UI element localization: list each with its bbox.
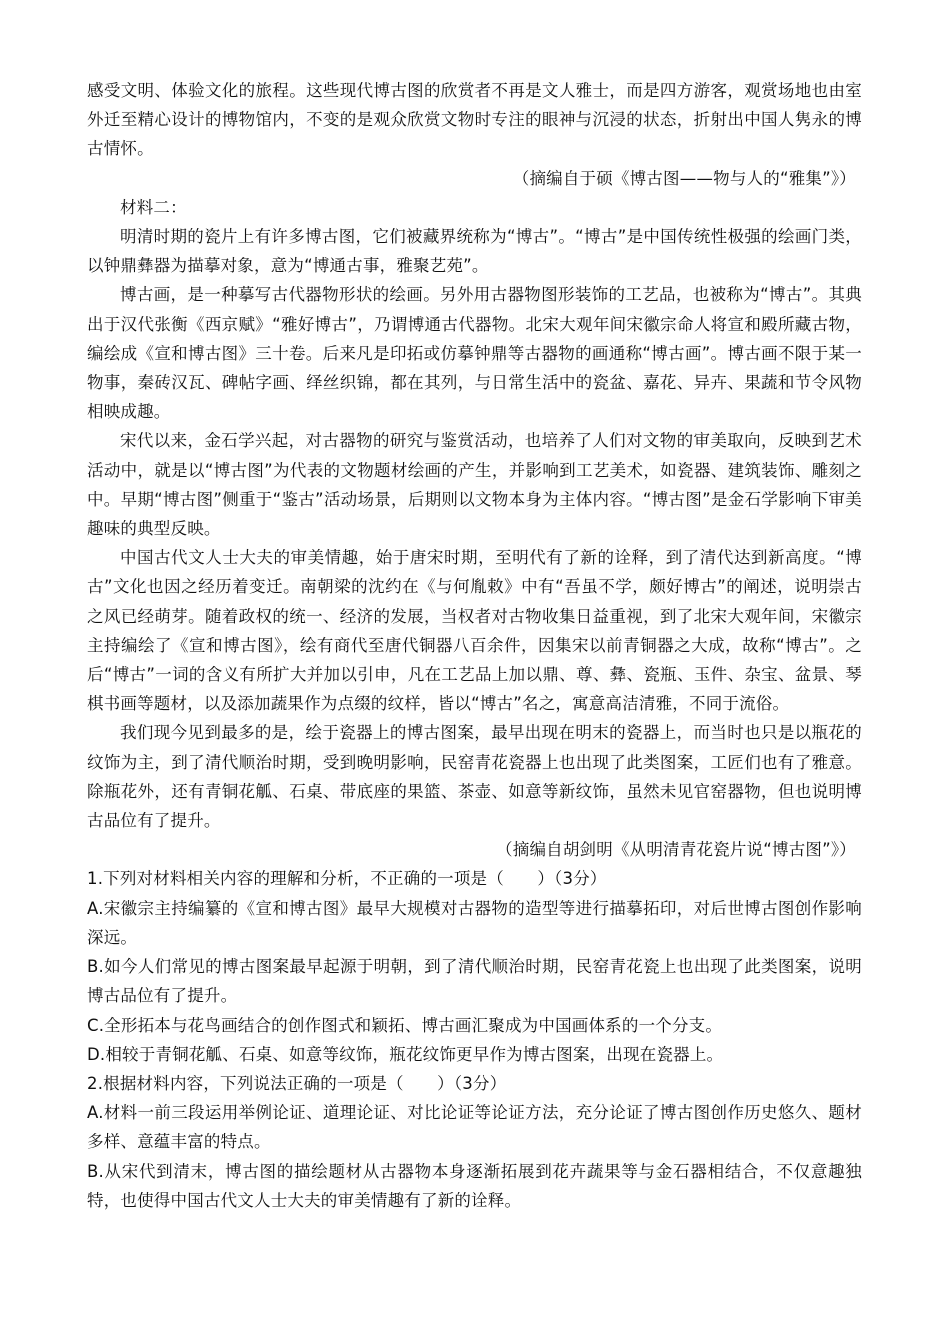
question-option: C.全形拓本与花鸟画结合的创作图式和颖拓、博古画汇聚成为中国画体系的一个分支。 [87,1015,723,1035]
material-two-paragraph: 明清时期的瓷片上有许多博古图，它们被藏界统称为“博古”。“博古”是中国传统性极强的绘画门类，以钟鼎彝器为描摹对象，意为“博通古事，雅聚艺苑”。 [87,227,862,276]
material-two-paragraph: 中国古代文人士大夫的审美情趣，始于唐宋时期，至明代有了新的诠释，到了清代达到新高度。“博古”文化也因之经历着变迁。南朝梁的沈约在《与何胤敕》中有“吾虽不学，颇好博古”的阐述，说明崇古之风已经萌芽。随着政权的统一、经济的发展，当权者对古物收集日益重视，到了北宋大观年间，宋徽宗主持编绘了《宣和博古图》，绘有商代至唐代铜器八百余件，因集宋以前青铜器之大成，故称“博古”。之后“博古”一词的含义有所扩大并加以引申，凡在工艺品上加以鼎、尊、彝、瓷瓶、玉件、杂宝、盆景、琴棋书画等题材，以及添加蔬果作为点缀的纹样，皆以“博古”名之，寓意高洁清雅，不同于流俗。 [87,548,862,714]
material-one-tail: 感受文明、体验文化的旅程。这些现代博古图的欣赏者不再是文人雅士，而是四方游客，观赏场地也由室外迁至精心设计的博物馆内，不变的是观众欣赏文物时专注的眼神与沉浸的状态，折射出中国人隽永的博古情怀。 [87,81,862,159]
source-citation-two: （摘编自胡剑明《从明清青花瓷片说“博古图”》） [496,840,856,860]
question-stem: 2.根据材料内容，下列说法正确的一项是（ ）（3分） [87,1073,507,1093]
material-two-paragraph: 我们现今见到最多的是，绘于瓷器上的博古图案，最早出现在明末的瓷器上，而当时也只是以瓶花的纹饰为主，到了清代顺治时期，受到晚明影响，民窑青花瓷器上也出现了此类图案，工匠们也有了雅意。除瓶花外，还有青铜花觚、石桌、带底座的果篮、茶壶、如意等新纹饰，虽然未见官窑器物，但也说明博古品位有了提升。 [87,723,862,831]
document-page [87,76,862,1215]
question-stem: 1.下列对材料相关内容的理解和分析，不正确的一项是（ ）（3分） [87,869,607,889]
material-two-paragraph: 博古画，是一种摹写古代器物形状的绘画。另外用古器物图形装饰的工艺品，也被称为“博古”。其典出于汉代张衡《西京赋》“雅好博古”，乃谓博通古代器物。北宋大观年间宋徽宗命人将宣和殿所藏古物，编绘成《宣和博古图》三十卷。后来凡是印拓或仿摹钟鼎等古器物的画通称“博古画”。博古画不限于某一物事，秦砖汉瓦、碑帖字画、绎丝织锦，都在其列，与日常生活中的瓷盆、嘉花、异卉、果蔬和节令风物相映成趣。 [87,285,862,422]
question-option: A.材料一前三段运用举例论证、道理论证、对比论证等论证方法，充分论证了博古图创作历史悠久、题材多样、意蕴丰富的特点。 [87,1103,862,1152]
material-two-paragraph: 宋代以来，金石学兴起，对古器物的研究与鉴赏活动，也培养了人们对文物的审美取向，反映到艺术活动中，就是以“博古图”为代表的文物题材绘画的产生，并影响到工艺美术，如瓷器、建筑装饰、雕刻之中。早期“博古图”侧重于“鉴古”活动场景，后期则以文物本身为主体内容。“博古图”是金石学影响下审美趣味的典型反映。 [87,431,862,539]
source-citation-one: （摘编自于硕《博古图——物与人的“雅集”》） [512,168,856,188]
question-option: B.如今人们常见的博古图案最早起源于明朝，到了清代顺治时期，民窑青花瓷上也出现了此类图案，说明博古品位有了提升。 [87,957,862,1006]
question-option: D.相较于青铜花觚、石桌、如意等纹饰，瓶花纹饰更早作为博古图案，出现在瓷器上。 [87,1044,724,1064]
material-two-heading: 材料二： [120,197,187,217]
question-option: A.宋徽宗主持编纂的《宣和博古图》最早大规模对古器物的造型等进行描摹拓印，对后世博古图创作影响深远。 [87,898,862,947]
question-option: B.从宋代到清末，博古图的描绘题材从古器物本身逐渐拓展到花卉蔬果等与金石器相结合，不仅意趣独特，也使得中国古代文人士大夫的审美情趣有了新的诠释。 [87,1161,862,1210]
